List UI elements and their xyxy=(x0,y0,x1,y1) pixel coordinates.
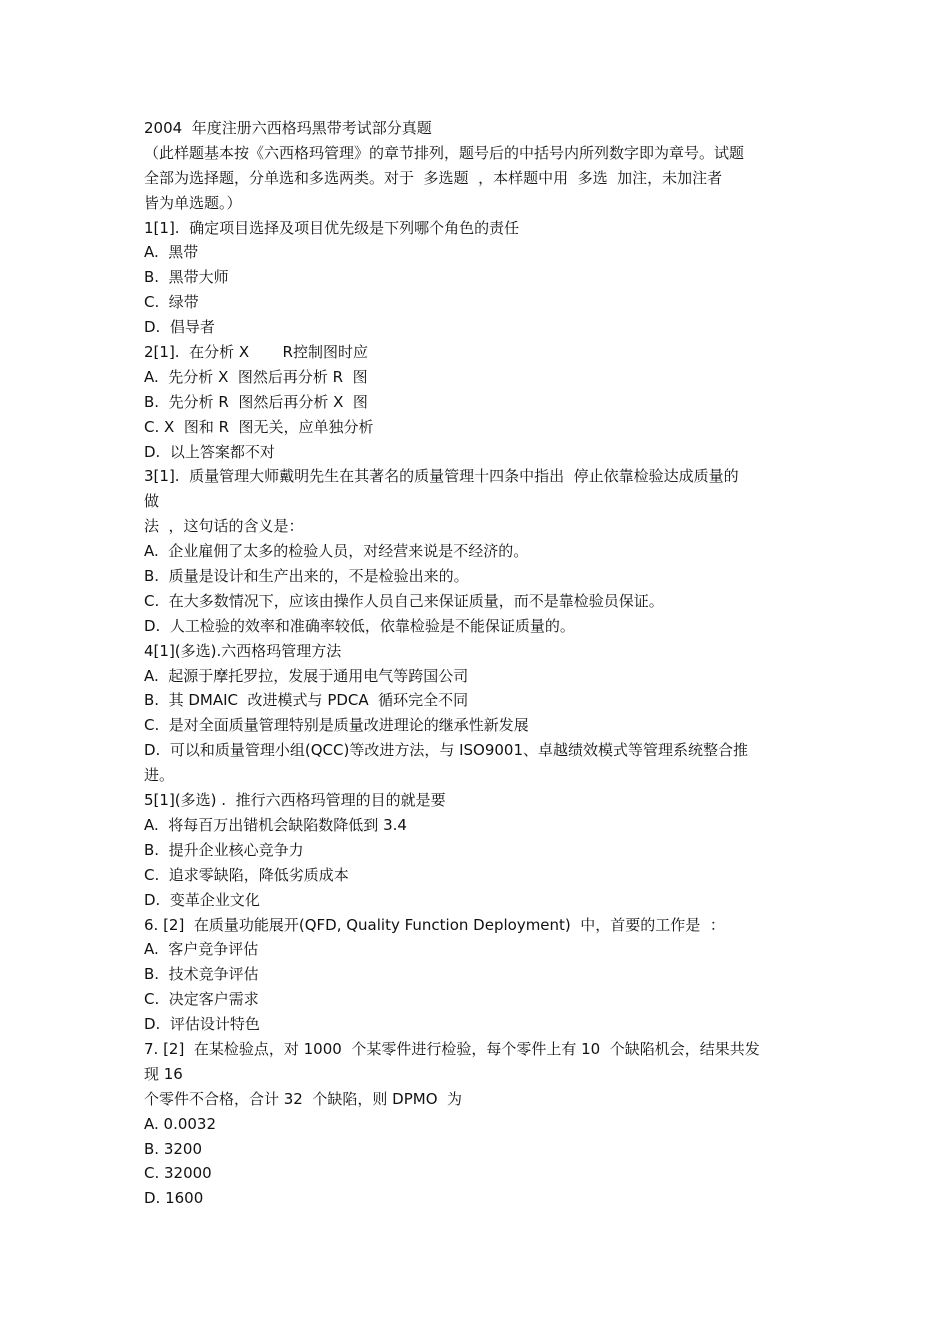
option-a: A. 将每百万出错机会缺陷数降低到 3.4 xyxy=(144,815,407,834)
option-c: C. 在大多数情况下，应该由操作人员自己来保证质量，而不是靠检验员保证。 xyxy=(144,591,664,610)
option-b: B. 技术竞争评估 xyxy=(144,965,259,984)
question-text: 5[1](多选) . 推行六西格玛管理的目的就是要 xyxy=(144,791,446,810)
option-a: A. 企业雇佣了太多的检验人员，对经营来说是不经济的。 xyxy=(144,542,529,561)
option-c: C. 是对全面质量管理特别是质量改进理论的继承性新发展 xyxy=(144,716,529,735)
question-text: 2[1]. 在分析 X R控制图时应 xyxy=(144,343,368,362)
question-6 xyxy=(144,913,814,1037)
intro-line: 全部为选择题，分单选和多选两类。对于 多选题 ，本样题中用 多选 加注，未加注者 xyxy=(144,168,723,187)
question-text: 7. [2] 在某检验点，对 1000 个某零件进行检验，每个零件上有 10 个缺陷机会，结果共发 xyxy=(144,1039,760,1058)
option-d: D. 可以和质量管理小组(QCC)等改进方法，与 ISO9001、卓越绩效模式等管理系统整合推 xyxy=(144,741,749,760)
question-text: 1[1]. 确定项目选择及项目优先级是下列哪个角色的责任 xyxy=(144,218,520,237)
question-2 xyxy=(144,340,814,464)
question-3 xyxy=(144,464,814,638)
option-d: D. 变革企业文化 xyxy=(144,890,260,909)
question-text: 3[1]. 质量管理大师戴明先生在其著名的质量管理十四条中指出 停止依靠检验达成质量的 xyxy=(144,467,739,486)
option-c: C. 32000 xyxy=(144,1164,212,1183)
option-d: D. 以上答案都不对 xyxy=(144,442,275,461)
question-text: 现 16 xyxy=(144,1064,183,1083)
document-title: 2004 年度注册六西格玛黑带考试部分真题 xyxy=(144,119,432,137)
option-a: A. 起源于摩托罗拉，发展于通用电气等跨国公司 xyxy=(144,666,469,685)
intro-line: （此样题基本按《六西格玛管理》的章节排列，题号后的中括号内所列数字即为章号。试题 xyxy=(144,143,745,162)
option-d-continued: 进。 xyxy=(144,766,175,785)
option-a: A. 0.0032 xyxy=(144,1114,217,1133)
question-1 xyxy=(144,216,814,340)
option-b: B. 其 DMAIC 改进模式与 PDCA 循环完全不同 xyxy=(144,691,469,710)
option-a: A. 客户竞争评估 xyxy=(144,940,259,959)
intro-line: 皆为单选题。） xyxy=(144,193,242,212)
option-b: B. 3200 xyxy=(144,1139,203,1158)
option-a: A. 黑带 xyxy=(144,243,199,262)
question-4 xyxy=(144,639,814,788)
question-text: 个零件不合格，合计 32 个缺陷，则 DPMO 为 xyxy=(144,1089,463,1108)
question-text: 做 xyxy=(144,492,160,511)
option-c: C. 决定客户需求 xyxy=(144,990,259,1009)
option-c: C. 绿带 xyxy=(144,293,199,312)
document-page xyxy=(144,116,814,1211)
question-7 xyxy=(144,1037,814,1211)
question-text: 法 ，这句话的含义是： xyxy=(144,517,304,536)
option-a: A. 先分析 X 图然后再分析 R 图 xyxy=(144,367,368,386)
option-d: D. 倡导者 xyxy=(144,318,215,337)
option-b: B. 提升企业核心竞争力 xyxy=(144,840,304,859)
question-text: 6. [2] 在质量功能展开(QFD, Quality Function Deployment) 中，首要的工作是 ： xyxy=(144,915,725,934)
option-d: D. 评估设计特色 xyxy=(144,1015,260,1034)
option-c: C. X 图和 R 图无关，应单独分析 xyxy=(144,417,374,436)
intro-paragraph xyxy=(144,141,814,216)
option-c: C. 追求零缺陷，降低劣质成本 xyxy=(144,865,349,884)
question-5 xyxy=(144,788,814,912)
option-d: D. 1600 xyxy=(144,1189,204,1208)
option-b: B. 黑带大师 xyxy=(144,268,229,287)
option-b: B. 质量是设计和生产出来的，不是检验出来的。 xyxy=(144,567,469,586)
option-b: B. 先分析 R 图然后再分析 X 图 xyxy=(144,392,368,411)
question-text: 4[1](多选).六西格玛管理方法 xyxy=(144,641,342,660)
option-d: D. 人工检验的效率和准确率较低，依靠检验是不能保证质量的。 xyxy=(144,616,575,635)
